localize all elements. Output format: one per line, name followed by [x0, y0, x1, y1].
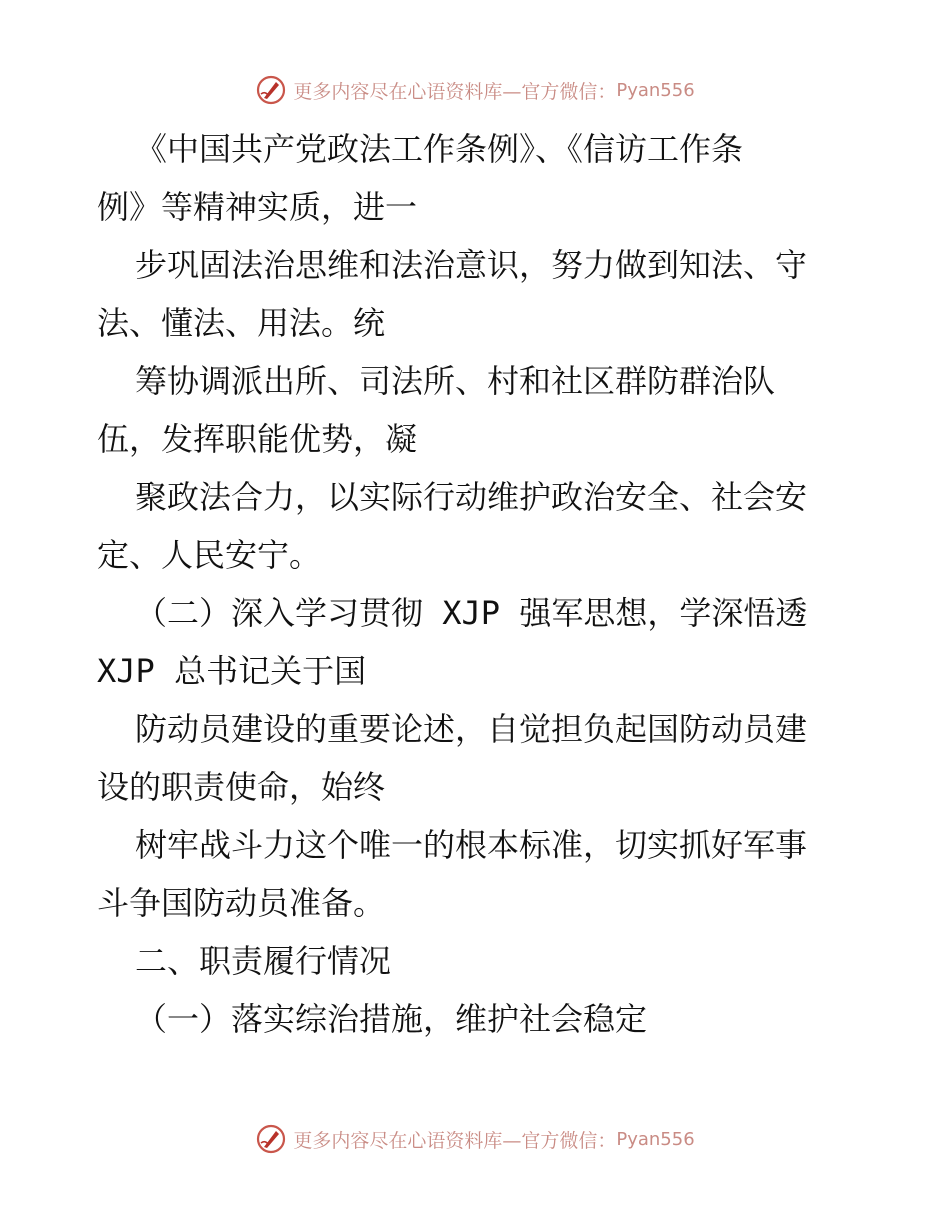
paragraph-line: 斗争国防动员准备。	[97, 884, 386, 922]
paragraph-line: 防动员建设的重要论述，自觉担负起国防动员建	[135, 710, 808, 748]
paragraph-line: 《中国共产党政法工作条例》、《信访工作条	[135, 130, 744, 168]
watermark-text: 更多内容尽在心语资料库—官方微信：	[293, 1129, 617, 1152]
paragraph-line: 步巩固法治思维和法治意识，努力做到知法、守	[135, 246, 808, 284]
paragraph-line: 伍，发挥职能优势，凝	[97, 420, 418, 458]
quill-pen-logo-icon	[255, 1123, 287, 1155]
paragraph-line: 定、人民安宁。	[97, 536, 322, 574]
section-heading: 二、职责履行情况	[135, 942, 392, 980]
watermark-text: 更多内容尽在心语资料库—官方微信：	[293, 80, 617, 103]
watermark-wechat-id: Pyan556	[616, 1128, 695, 1150]
paragraph-line: 聚政法合力，以实际行动维护政治安全、社会安	[135, 478, 808, 516]
section-heading-line: （二）深入学习贯彻 XJP 强军思想，学深悟透	[135, 594, 808, 632]
paragraph-line: XJP 总书记关于国	[97, 652, 367, 690]
header-watermark	[0, 70, 950, 110]
subsection-heading: （一）落实综治措施，维护社会稳定	[135, 1000, 648, 1038]
paragraph-line: 例》等精神实质，进一	[97, 188, 418, 226]
paragraph-line: 筹协调派出所、司法所、村和社区群防群治队	[135, 362, 776, 400]
quill-pen-logo-icon	[255, 74, 287, 106]
watermark-wechat-id: Pyan556	[616, 79, 695, 101]
document-body	[97, 120, 857, 1048]
paragraph-line: 法、懂法、用法。统	[97, 304, 386, 342]
footer-watermark	[0, 1119, 950, 1159]
paragraph-line: 设的职责使命，始终	[97, 768, 386, 806]
paragraph-line: 树牢战斗力这个唯一的根本标准，切实抓好军事	[135, 826, 808, 864]
